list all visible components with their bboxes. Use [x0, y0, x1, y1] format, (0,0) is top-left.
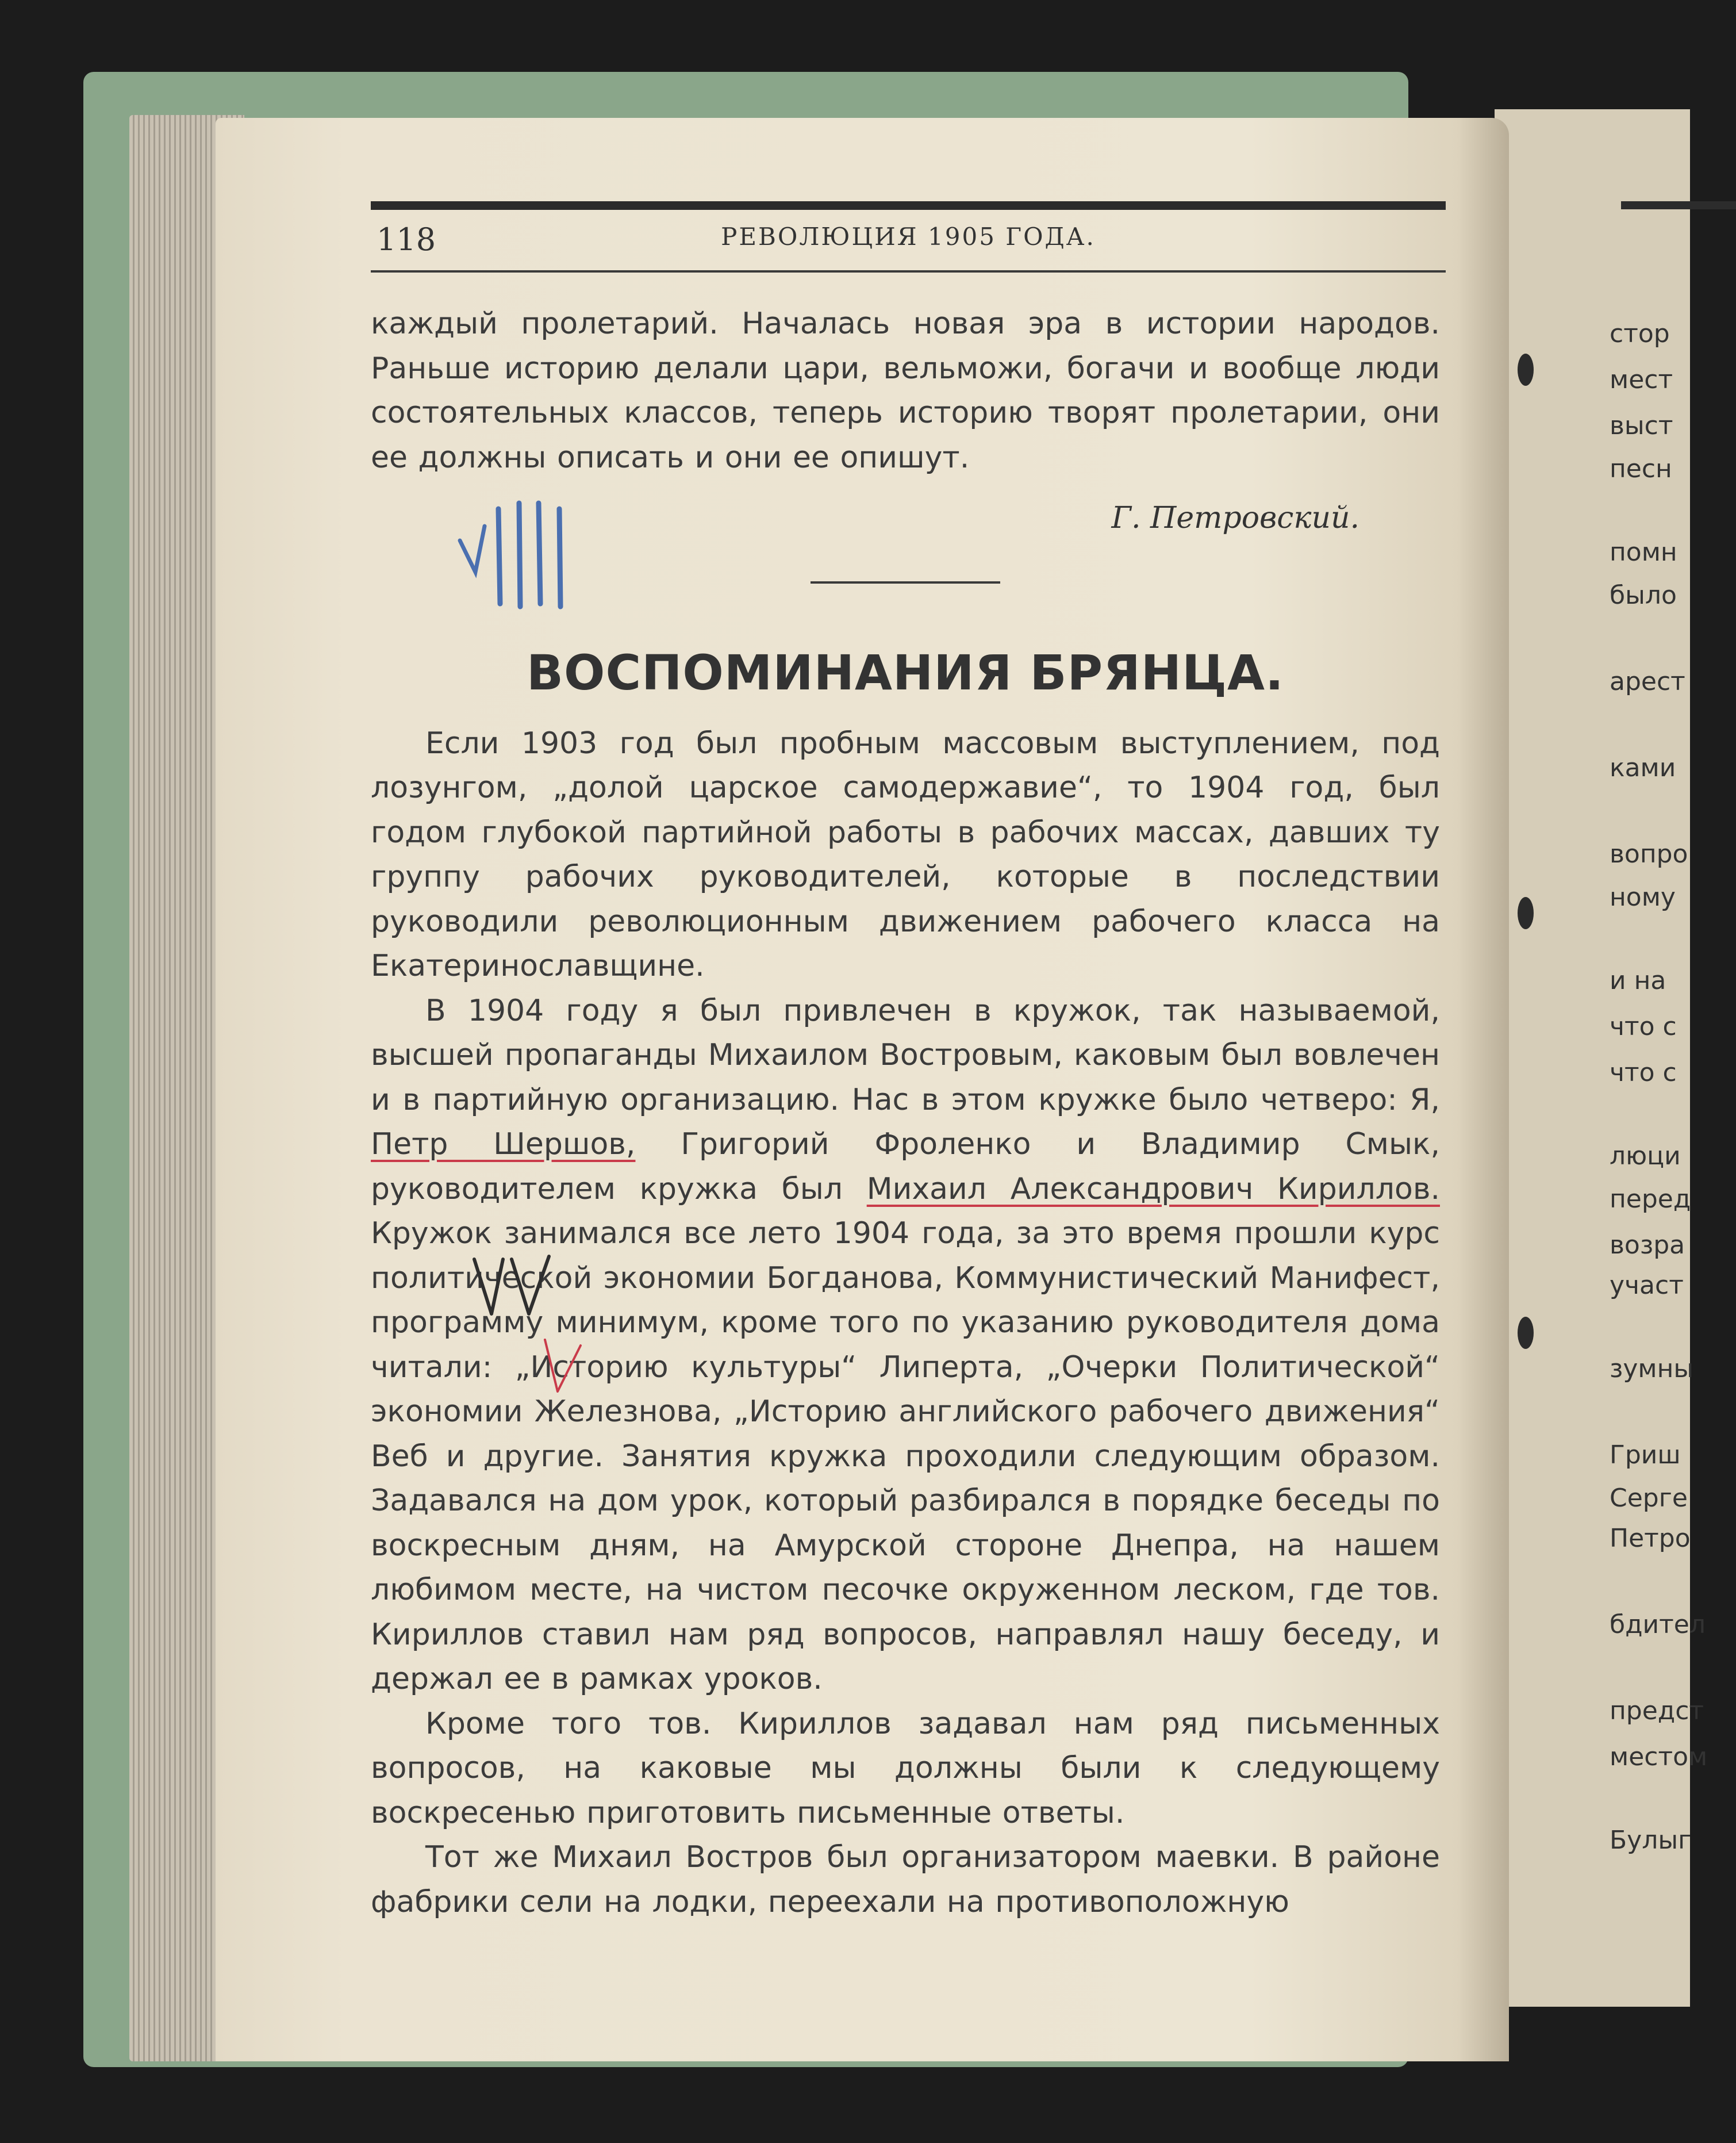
facing-page-line: участ: [1610, 1271, 1684, 1300]
facing-page-line: и на: [1610, 966, 1666, 995]
binding-hole: [1518, 897, 1534, 929]
facing-page-line: что с: [1610, 1012, 1677, 1041]
facing-page-line: ками: [1610, 753, 1676, 783]
section-separator: [811, 581, 1000, 584]
facing-page-line: мест: [1610, 365, 1673, 394]
facing-page-line: Булыг: [1610, 1826, 1692, 1855]
facing-page-line: вопро: [1610, 839, 1688, 869]
signature: Г. Петровский.: [1111, 501, 1359, 535]
paragraph-1: Если 1903 год был пробным массовым выступлением, под лозунгом, „долой царское самодержавие“, то 1904 год, был годом глубокой партийной работы в рабочих массах, давших ту группу рабочих руководителей, которые в последствии руководили революционным движением рабочего класса на Екатеринославщине.: [371, 726, 1440, 983]
facing-page-rule: [1621, 201, 1736, 209]
facing-page-line: что с: [1610, 1058, 1677, 1087]
facing-page-line: предст: [1610, 1696, 1704, 1726]
facing-page-line: местом: [1610, 1742, 1708, 1772]
paragraph-2: [371, 989, 1440, 1702]
header-thick-rule: [371, 201, 1446, 210]
facing-page-line: Петро: [1610, 1524, 1691, 1553]
page-number: 118: [377, 221, 436, 258]
facing-page-line: Серге: [1610, 1483, 1688, 1513]
running-title: РЕВОЛЮЦИЯ 1905 ГОДА.: [721, 223, 1096, 251]
header-thin-rule: [371, 270, 1446, 273]
facing-page-line: люци: [1610, 1141, 1681, 1171]
intro-paragraph: каждый пролетарий. Началась новая эра в истории народов. Раньше историю делали цари, вельможи, богачи и вообще люди состоятельных классов, теперь историю творят пролетарии, они ее должны описать и они ее опишут.: [371, 306, 1440, 475]
facing-page-line: выст: [1610, 411, 1673, 440]
facing-page-line: было: [1610, 581, 1677, 610]
article-title: ВОСПОМИНАНИЯ БРЯНЦА.: [527, 644, 1284, 701]
facing-page-line: перед: [1610, 1184, 1691, 1214]
paragraph-2-text-c: Кружок занимался все лето 1904 года, за это время прошли курс политической экономии Богданова, Коммунистический Манифест, программу минимум, кроме того по указанию руководителя дома читали: „Историю культуры“ Липерта, „Очерки Политической“ экономии Железнова, „Историю английского рабочего движения“ Веб и другие. Занятия кружка проходили следующим образом. Задавался на дом урок, который разбирался в порядке беседы по воскресным дням, на Амурской стороне Днепра, на нашем любимом месте, на чистом песочке окруженном леском, где тов. Кириллов ставил нам ряд вопросов, направлял нашу беседу, и держал ее в рамках уроков.: [371, 1216, 1440, 1696]
facing-page-line: арест: [1610, 667, 1685, 696]
facing-page: [1495, 109, 1708, 2007]
book-page: [216, 118, 1509, 2061]
blue-margin-mark-icon: [457, 486, 595, 624]
page-header: [371, 201, 1446, 273]
facing-page-line: зумны: [1610, 1354, 1694, 1383]
facing-page-line: Гриш: [1610, 1440, 1681, 1470]
facing-page-line: помн: [1610, 538, 1677, 567]
binding-hole: [1518, 1317, 1534, 1349]
paragraph-4: Тот же Михаил Востров был организатором маевки. В районе фабрики сели на лодки, переехали на противоположную: [371, 1840, 1440, 1919]
facing-page-line: ному: [1610, 883, 1676, 912]
red-margin-check-icon: [540, 1334, 586, 1397]
dark-margin-mark-icon: [468, 1253, 560, 1322]
underlined-leader: Михаил Александрович Кириллов.: [866, 1171, 1440, 1206]
paragraph-2-text-b: Григорий Фроленко и Владимир Смык, руководителем кружка был: [371, 1127, 1440, 1206]
facing-page-line: возра: [1610, 1230, 1685, 1260]
binding-hole: [1518, 354, 1534, 386]
paragraph-2-text-a: В 1904 году я был привлечен в кружок, так называемой, высшей пропаганды Михаилом Востровым, каковым был вовлечен и в партийную организацию. Нас в этом кружке было четверо: Я,: [371, 993, 1440, 1117]
facing-page-line: стор: [1610, 319, 1670, 348]
facing-page-line: бдител: [1610, 1610, 1706, 1639]
facing-page-line: песн: [1610, 454, 1672, 484]
underlined-name: Петр Шершов,: [371, 1127, 636, 1161]
paragraph-3: Кроме того тов. Кириллов задавал нам ряд письменных вопросов, на каковые мы должны были к следующему воскресенью приготовить письменные ответы.: [371, 1706, 1440, 1830]
